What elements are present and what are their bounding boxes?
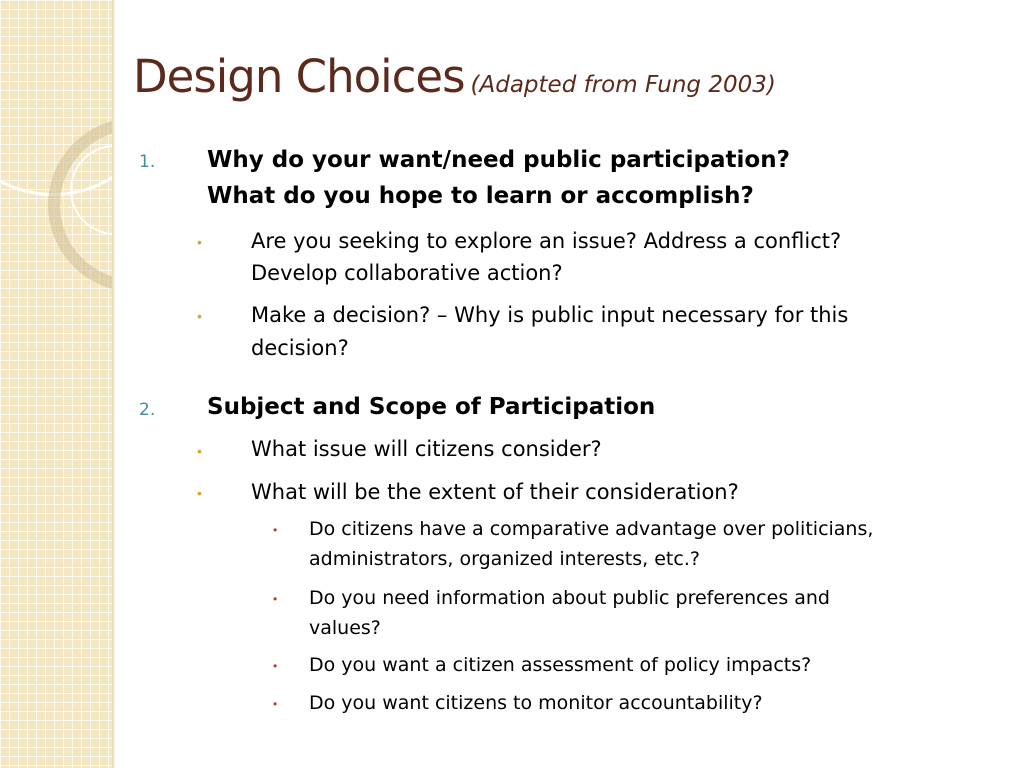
section-heading: Why do your want/need public participation? [207, 147, 790, 173]
bullet-icon: • [197, 485, 202, 501]
sub-bullet-icon: • [273, 659, 278, 673]
section-number: 1. [139, 152, 156, 172]
section-heading: What do you hope to learn or accomplish? [207, 183, 754, 209]
bullet-icon: • [197, 234, 202, 250]
bullet-icon: • [197, 308, 202, 324]
sub-bullet-icon: • [273, 523, 278, 537]
sub-bullet-text: Do you need information about public preferences and [309, 587, 830, 609]
title-main: Design Choices [133, 50, 465, 103]
bullet-text: Are you seeking to explore an issue? Address a conflict? [251, 229, 842, 253]
bullet-text: decision? [251, 336, 349, 360]
sub-bullet-icon: • [273, 697, 278, 711]
bullet-icon: • [197, 443, 202, 459]
bullet-text: Make a decision? – Why is public input necessary for this [251, 303, 849, 327]
sub-bullet-icon: • [273, 592, 278, 606]
bullet-text: What issue will citizens consider? [251, 437, 602, 461]
sub-bullet-text: values? [309, 617, 381, 639]
section-heading: Subject and Scope of Participation [207, 394, 656, 420]
sub-bullet-text: Do citizens have a comparative advantage over politicians, [309, 518, 874, 540]
section-number: 2. [139, 400, 156, 420]
sub-bullet-text: Do you want a citizen assessment of policy impacts? [309, 654, 812, 676]
sub-bullet-text: administrators, organized interests, etc.? [309, 548, 700, 570]
title-subtitle: (Adapted from Fung 2003) [470, 72, 776, 98]
bullet-text: Develop collaborative action? [251, 261, 563, 285]
bullet-text: What will be the extent of their consideration? [251, 480, 739, 504]
sub-bullet-text: Do you want citizens to monitor accountability? [309, 692, 763, 714]
